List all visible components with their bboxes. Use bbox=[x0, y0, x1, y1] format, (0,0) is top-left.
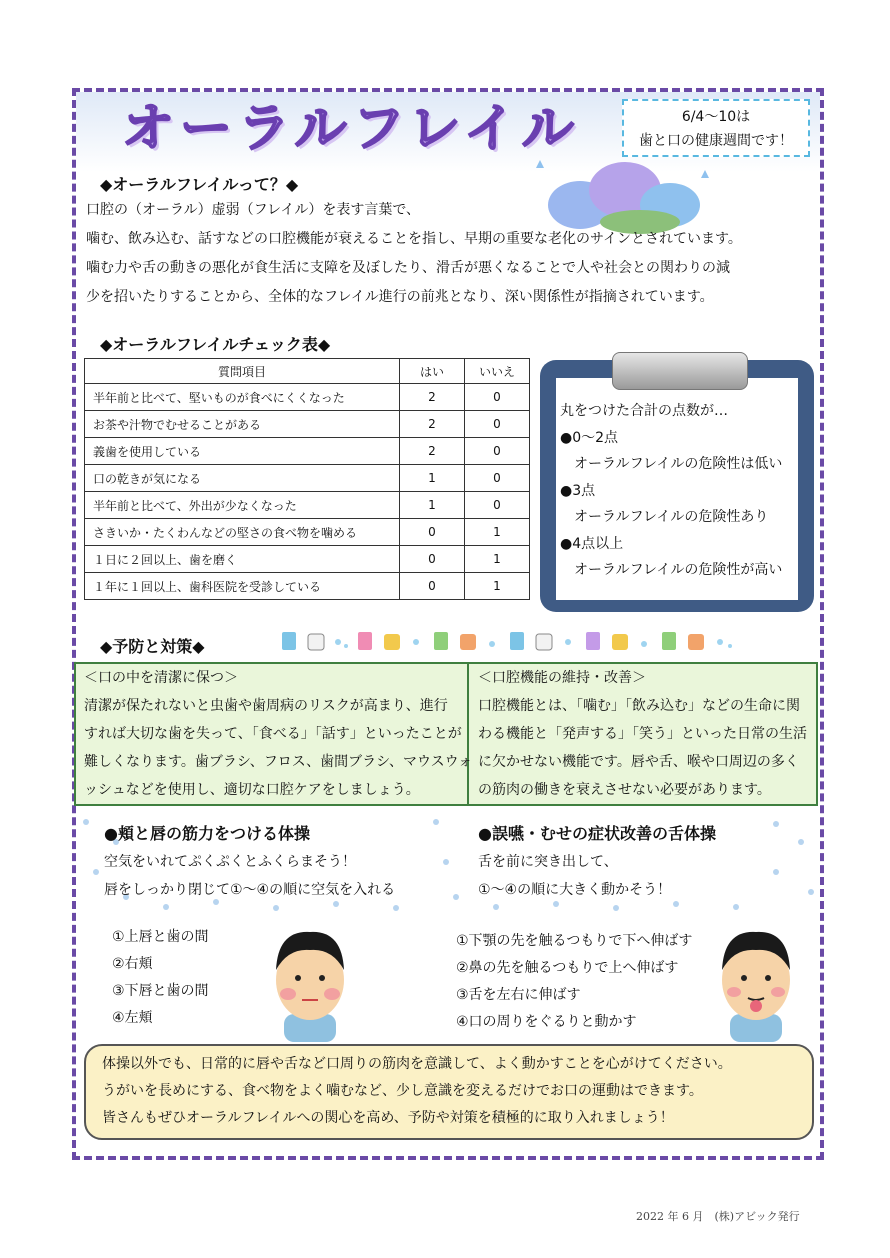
week-notice-line1: 6/4～10は bbox=[681, 109, 751, 125]
hygiene-line: 難しくなります。歯ブラシ、フロス、歯間ブラシ、マウスウォ bbox=[84, 754, 473, 770]
tongue-step: ③舌を左右に伸ばす bbox=[456, 987, 581, 1003]
tongue-exercise bbox=[478, 820, 716, 904]
hygiene-line: 清潔が保たれないと虫歯や歯周病のリスクが高まり、進行 bbox=[84, 698, 448, 714]
yes-score-cell: 1 bbox=[400, 465, 465, 492]
cheek-exercise bbox=[104, 820, 395, 904]
function-line: の筋肉の働きを衰えさせない必要があります。 bbox=[478, 782, 771, 798]
tongue-steps bbox=[456, 928, 692, 1036]
tongue-exercise-heading: ●誤嚥・むせの症状改善の舌体操 bbox=[478, 824, 716, 843]
week-notice-line2: 歯と口の健康週間です！ bbox=[639, 133, 793, 149]
yes-score-cell: 2 bbox=[400, 438, 465, 465]
score-line: オーラルフレイルの危険性は低い bbox=[560, 456, 783, 472]
closing-line: 体操以外でも、日常的に唇や舌など口周りの筋肉を意識して、よく動かすことを心がけてください。 bbox=[102, 1056, 732, 1072]
boy-tongue-out-icon bbox=[716, 918, 796, 1042]
tongue-step: ①下顎の先を触るつもりで下へ伸ばす bbox=[456, 933, 693, 949]
closing-message bbox=[84, 1044, 814, 1140]
yes-score-cell: 1 bbox=[400, 492, 465, 519]
column-header-yes: はい bbox=[400, 359, 465, 384]
cheek-exercise-heading: ●頬と唇の筋力をつける体操 bbox=[104, 824, 310, 843]
function-line: ＜口腔機能の維持・改善＞ bbox=[478, 670, 646, 686]
table-row bbox=[85, 546, 530, 573]
closing-line: 皆さんもぜひオーラルフレイルへの関心を高め、予防や対策を積極的に取り入れましょう！ bbox=[102, 1110, 674, 1126]
cheek-steps bbox=[112, 924, 209, 1032]
table-header-row bbox=[85, 359, 530, 384]
no-score-cell: 0 bbox=[465, 438, 530, 465]
cheek-step: ①上唇と歯の間 bbox=[112, 929, 209, 945]
hygiene-line: ＜口の中を清潔に保つ＞ bbox=[84, 670, 238, 686]
toothbrush-cup-decoration bbox=[278, 626, 748, 656]
question-cell: １年に１回以上、歯科医院を受診している bbox=[85, 573, 400, 600]
tongue-step: ④口の周りをぐるりと動かす bbox=[456, 1014, 637, 1030]
function-column bbox=[478, 664, 807, 804]
about-line: 口腔の（オーラル）虚弱（フレイル）を表す言葉で、 bbox=[86, 202, 421, 218]
hygiene-column bbox=[84, 664, 472, 804]
question-cell: 半年前と比べて、堅いものが食べにくくなった bbox=[85, 384, 400, 411]
cheek-step: ②右頬 bbox=[112, 956, 153, 972]
cheek-exercise-line: 空気をいれてぷくぷくとふくらまそう！ bbox=[104, 854, 356, 870]
tongue-exercise-line: ①～④の順に大きく動かそう！ bbox=[478, 882, 672, 898]
question-cell: 口の乾きが気になる bbox=[85, 465, 400, 492]
question-cell: お茶や汁物でむせることがある bbox=[85, 411, 400, 438]
question-cell: 義歯を使用している bbox=[85, 438, 400, 465]
table-row bbox=[85, 465, 530, 492]
boy-puffed-cheeks-icon bbox=[270, 918, 350, 1042]
table-row bbox=[85, 492, 530, 519]
score-line: ●4点以上 bbox=[560, 535, 624, 552]
check-heading: ◆オーラルフレイルチェック表◆ bbox=[100, 335, 331, 354]
yes-score-cell: 0 bbox=[400, 519, 465, 546]
yes-score-cell: 0 bbox=[400, 573, 465, 600]
no-score-cell: 0 bbox=[465, 384, 530, 411]
prevention-heading: ◆予防と対策◆ bbox=[100, 637, 205, 656]
cheek-step: ④左頬 bbox=[112, 1010, 153, 1026]
closing-line: うがいを長めにする、食べ物をよく噛むなど、少し意識を変えるだけでお口の運動はできます。 bbox=[102, 1083, 703, 1099]
score-line: オーラルフレイルの危険性が高い bbox=[560, 562, 783, 578]
week-notice bbox=[622, 99, 810, 157]
table-row bbox=[85, 411, 530, 438]
no-score-cell: 1 bbox=[465, 573, 530, 600]
no-score-cell: 1 bbox=[465, 546, 530, 573]
about-line: 少を招いたりすることから、全体的なフレイル進行の前兆となり、深い関係性が指摘されています。 bbox=[86, 289, 714, 305]
yes-score-cell: 2 bbox=[400, 411, 465, 438]
no-score-cell: 1 bbox=[465, 519, 530, 546]
hygiene-line: すれば大切な歯を失って、「食べる」「話す」といったことが bbox=[84, 726, 462, 742]
table-row bbox=[85, 384, 530, 411]
no-score-cell: 0 bbox=[465, 411, 530, 438]
clipboard-clip-icon bbox=[612, 352, 748, 390]
function-line: 口腔機能とは、「噛む」「飲み込む」などの生命に関 bbox=[478, 698, 800, 714]
question-cell: 半年前と比べて、外出が少なくなった bbox=[85, 492, 400, 519]
yes-score-cell: 0 bbox=[400, 546, 465, 573]
score-line: オーラルフレイルの危険性あり bbox=[560, 509, 769, 525]
cheek-step: ③下唇と歯の間 bbox=[112, 983, 209, 999]
about-text bbox=[86, 196, 806, 312]
no-score-cell: 0 bbox=[465, 465, 530, 492]
tongue-step: ②鼻の先を触るつもりで上へ伸ばす bbox=[456, 960, 679, 976]
about-line: 噛む、飲み込む、話すなどの口腔機能が衰えることを指し、早期の重要な老化のサインとされています。 bbox=[86, 231, 742, 247]
no-score-cell: 0 bbox=[465, 492, 530, 519]
tongue-exercise-line: 舌を前に突き出して、 bbox=[478, 854, 618, 870]
about-heading: ◆オーラルフレイルって？◆ bbox=[100, 175, 299, 194]
cheek-exercise-line: 唇をしっかり閉じて①～④の順に空気を入れる bbox=[104, 882, 396, 898]
check-table bbox=[84, 358, 530, 600]
question-cell: １日に２回以上、歯を磨く bbox=[85, 546, 400, 573]
score-line: ●0～2点 bbox=[560, 429, 619, 446]
column-header-no: いいえ bbox=[465, 359, 530, 384]
table-row bbox=[85, 519, 530, 546]
score-line: 丸をつけた合計の点数が… bbox=[560, 403, 728, 419]
about-line: 噛む力や舌の動きの悪化が食生活に支障を及ぼしたり、滑舌が悪くなることで人や社会との関わりの減 bbox=[86, 260, 730, 276]
score-guide bbox=[560, 398, 800, 584]
yes-score-cell: 2 bbox=[400, 384, 465, 411]
column-header-question: 質問項目 bbox=[85, 359, 400, 384]
page-title: オーラルフレイル bbox=[122, 99, 580, 159]
table-row bbox=[85, 438, 530, 465]
score-line: ●3点 bbox=[560, 482, 596, 499]
publisher-footer: 2022 年 6 月 (株)アビック発行 bbox=[636, 1210, 800, 1223]
question-cell: さきいか・たくわんなどの堅さの食べ物を噛める bbox=[85, 519, 400, 546]
function-line: わる機能と「発声する」「笑う」といった日常の生活 bbox=[478, 726, 807, 742]
function-line: に欠かせない機能です。唇や舌、喉や口周辺の多く bbox=[478, 754, 799, 770]
table-row bbox=[85, 573, 530, 600]
hygiene-line: ッシュなどを使用し、適切な口腔ケアをしましょう。 bbox=[84, 782, 420, 798]
